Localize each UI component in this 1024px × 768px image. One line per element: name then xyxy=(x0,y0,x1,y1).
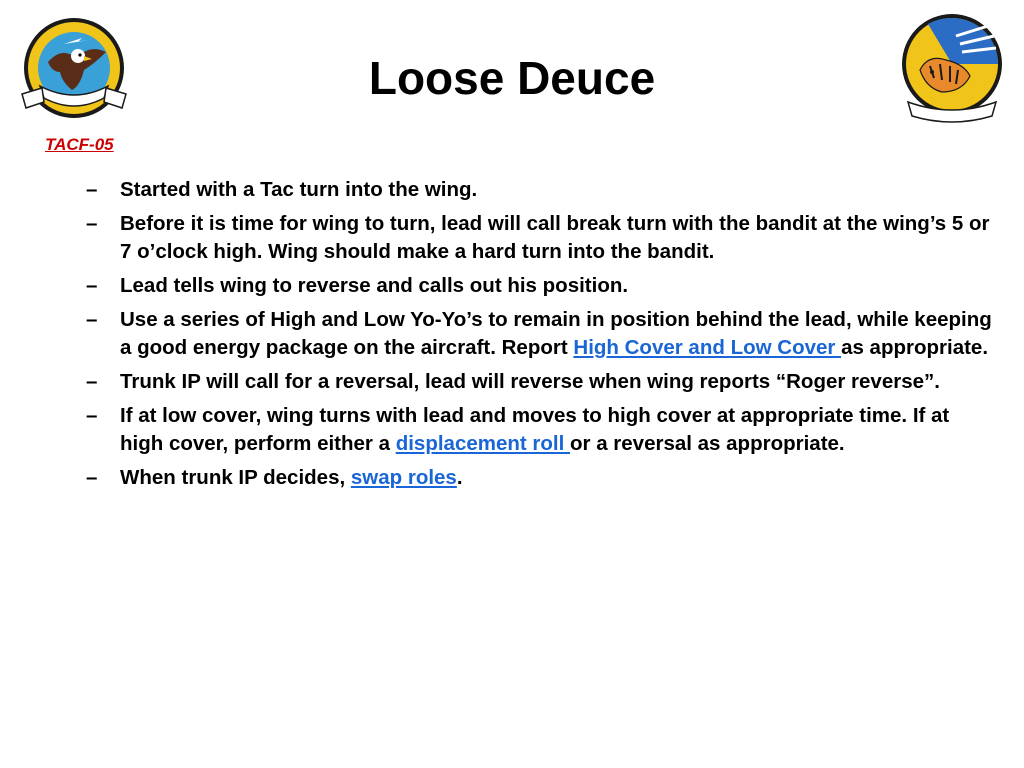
bullet-text-tail: . xyxy=(456,466,463,489)
bullet-text-tail: or a reversal as appropriate. xyxy=(570,432,845,455)
bullet-text-tail: as appropriate. xyxy=(841,336,989,359)
bullet-text: Before it is time for wing to turn, lead will call break turn with the bandit at the wing’s 5 or 7 o’clock high. Wing should make a hard turn into the bandit. xyxy=(120,212,990,263)
bullet-list xyxy=(84,176,994,498)
bullet-item xyxy=(84,402,994,458)
dash-marker: – xyxy=(86,404,98,427)
bullet-item xyxy=(84,464,994,492)
swap-roles-link[interactable]: swap roles xyxy=(350,466,457,489)
bullet-text: Trunk IP will call for a reversal, lead will reverse when wing reports “Roger reverse”. xyxy=(120,370,940,393)
course-code: TACF-05 xyxy=(45,135,114,154)
bullet-text: Use a series of High and Low Yo-Yo’s to remain in position behind the lead, while keeping a good energy package on the aircraft. Report xyxy=(120,308,992,359)
dash-marker: – xyxy=(86,466,98,489)
slide-title: Loose Deuce xyxy=(368,52,656,104)
bullet-item xyxy=(84,368,994,396)
bullet-item xyxy=(84,272,994,300)
dash-marker: – xyxy=(86,178,98,201)
dash-marker: – xyxy=(86,308,98,331)
traron-nine-patch-graphic xyxy=(898,14,1006,126)
bullet-item xyxy=(84,306,994,362)
displacement-roll-link[interactable]: displacement roll xyxy=(395,432,571,455)
traron-nine-logo xyxy=(898,14,1006,126)
bullet-text: If at low cover, wing turns with lead and moves to high cover at appropriate time. If at high cover, perform either a xyxy=(120,404,950,455)
bullet-text: When trunk IP decides, xyxy=(120,466,351,489)
dash-marker: – xyxy=(86,212,98,235)
dash-marker: – xyxy=(86,274,98,297)
bullet-item xyxy=(84,176,994,204)
bullet-item xyxy=(84,210,994,266)
high-low-cover-link[interactable]: High Cover and Low Cover xyxy=(573,336,842,359)
bullet-text: Started with a Tac turn into the wing. xyxy=(120,178,478,201)
dash-marker: – xyxy=(86,370,98,393)
bullet-text: Lead tells wing to reverse and calls out his position. xyxy=(120,274,629,297)
